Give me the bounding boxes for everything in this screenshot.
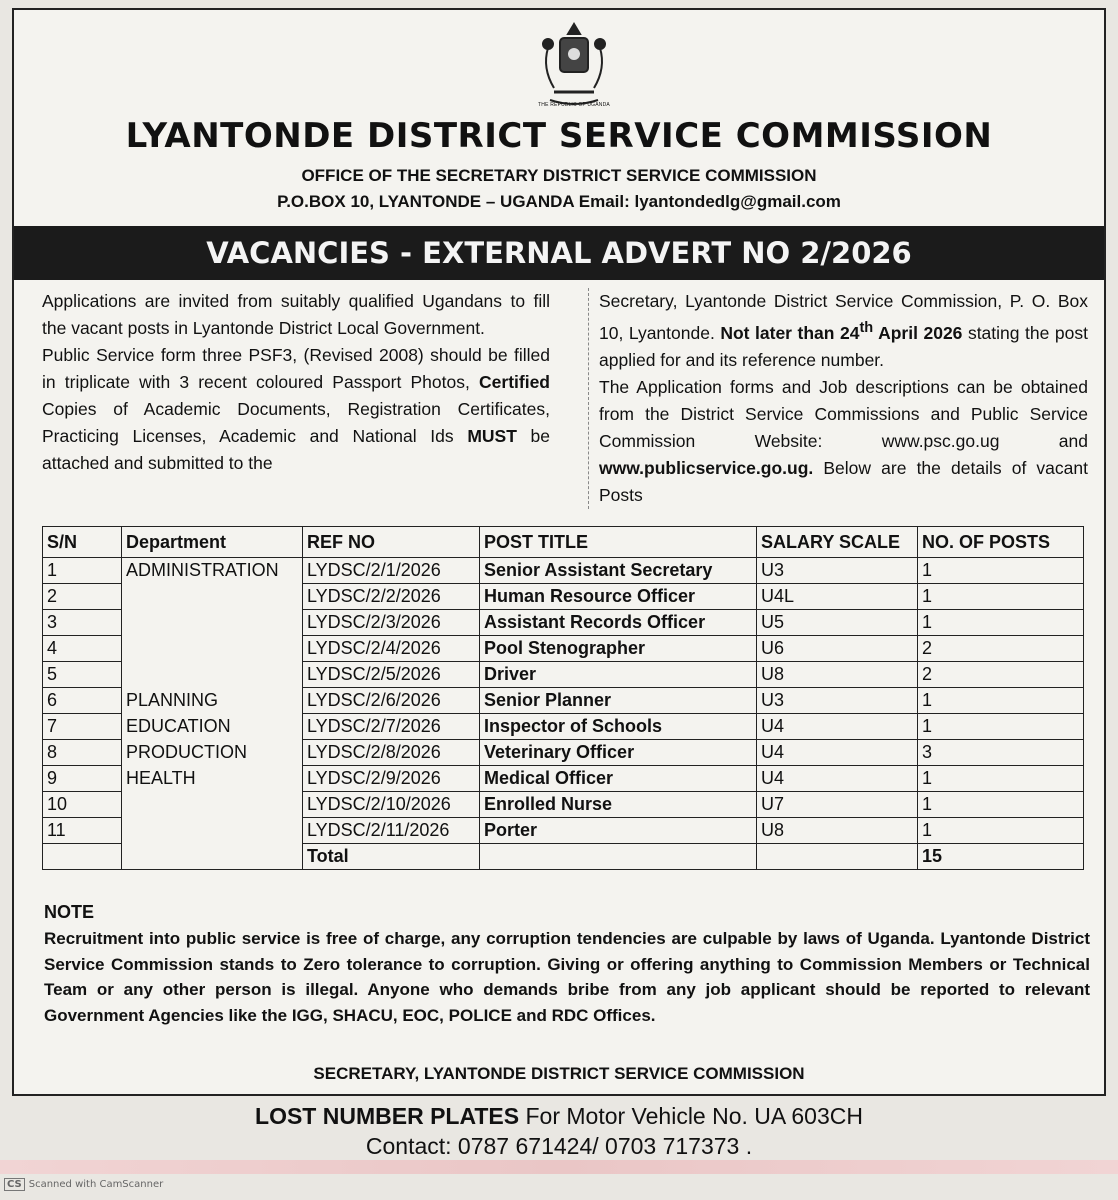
cell-no-of-posts: 3: [918, 740, 1084, 766]
cell-salary-scale: U4: [757, 714, 918, 740]
table-row: [43, 610, 1084, 636]
cell-department: PLANNING: [122, 688, 303, 714]
cell-ref-no: LYDSC/2/6/2026: [303, 688, 480, 714]
page-title: LYANTONDE DISTRICT SERVICE COMMISSION: [125, 116, 993, 156]
total-value: 15: [918, 844, 1084, 870]
cell-salary-scale: U4: [757, 740, 918, 766]
address-line: P.O.BOX 10, LYANTONDE – UGANDA Email: lyantondedlg@gmail.com: [277, 192, 841, 211]
scanner-badge: CS: [4, 1178, 25, 1191]
cell-sn: 4: [43, 636, 122, 662]
cell-department: [122, 792, 303, 818]
cell-post-title: Pool Stenographer: [480, 636, 757, 662]
col-header-post-title: POST TITLE: [480, 527, 757, 558]
crest-caption: THE REPUBLIC OF UGANDA: [538, 102, 610, 108]
cell-ref-no: LYDSC/2/9/2026: [303, 766, 480, 792]
note-body: Recruitment into public service is free of charge, any corruption tendencies are culpable by laws of Uganda. Lyantonde District Service Commission stands to Zero tolerance to corruption. Giving or offering anything to Commission Members or Technical Team or any other person is illegal. Anyone who demands bribe from any job applicant should be reported to relevant Government Agencies like the IGG, SHACU, EOC, POLICE and RDC Offices.: [44, 929, 1090, 1025]
table-row: [43, 584, 1084, 610]
cell-department: [122, 662, 303, 688]
advert-page: [12, 8, 1106, 1096]
cell-no-of-posts: 1: [918, 558, 1084, 584]
lost-plates-notice: [0, 1103, 1118, 1130]
table-row: [43, 766, 1084, 792]
intro-paragraph-1: Applications are invited from suitably qualified Ugandans to fill the vacant posts in Lyantonde District Local Government.: [42, 291, 550, 338]
cell-no-of-posts: 1: [918, 766, 1084, 792]
scanner-watermark: [4, 1178, 163, 1191]
cell-sn: 11: [43, 818, 122, 844]
cell-department: [122, 584, 303, 610]
cell-salary-scale: U8: [757, 818, 918, 844]
vacancies-table: [42, 526, 1084, 870]
cell-department: ADMINISTRATION: [122, 558, 303, 584]
cell-post-title: Senior Assistant Secretary: [480, 558, 757, 584]
table-row: [43, 714, 1084, 740]
cell-no-of-posts: 1: [918, 584, 1084, 610]
cell-no-of-posts: 2: [918, 662, 1084, 688]
cell-ref-no: LYDSC/2/3/2026: [303, 610, 480, 636]
cell-ref-no: LYDSC/2/11/2026: [303, 818, 480, 844]
table-row: [43, 688, 1084, 714]
signature-line: SECRETARY, LYANTONDE DISTRICT SERVICE COMMISSION: [313, 1064, 805, 1083]
cell-ref-no: LYDSC/2/7/2026: [303, 714, 480, 740]
intro-left-column: [42, 288, 550, 477]
cell-post-title: Human Resource Officer: [480, 584, 757, 610]
table-row: [43, 636, 1084, 662]
cell-ref-no: LYDSC/2/8/2026: [303, 740, 480, 766]
table-row: [43, 818, 1084, 844]
cell-salary-scale: U8: [757, 662, 918, 688]
cell-sn: 1: [43, 558, 122, 584]
table-row: [43, 740, 1084, 766]
cell-salary-scale: U3: [757, 558, 918, 584]
cell-post-title: Inspector of Schools: [480, 714, 757, 740]
cell-no-of-posts: 2: [918, 636, 1084, 662]
cell-sn: 9: [43, 766, 122, 792]
note-heading: NOTE: [44, 902, 95, 922]
total-row: [43, 844, 1084, 870]
cell-post-title: Driver: [480, 662, 757, 688]
table-row: [43, 558, 1084, 584]
scanner-text: Scanned with CamScanner: [28, 1179, 164, 1190]
table-row: [43, 792, 1084, 818]
cell-department: [122, 610, 303, 636]
cell-department: [122, 636, 303, 662]
table-header-row: [43, 527, 1084, 558]
page-edge-strip: [0, 1160, 1118, 1174]
cell-sn: 7: [43, 714, 122, 740]
application-forms-paragraph: The Application forms and Job descriptions can be obtained from the District Service Commissions and Public Service Commission Website: www.psc.go.ug and www.publicservice.go.ug. Below are the details of vacant Posts: [599, 376, 1088, 505]
lost-plates-contact: Contact: 0787 671424/ 0703 717373 .: [365, 1133, 753, 1159]
cell-sn: 3: [43, 610, 122, 636]
cell-no-of-posts: 1: [918, 714, 1084, 740]
cell-post-title: Enrolled Nurse: [480, 792, 757, 818]
col-header-salary-scale: SALARY SCALE: [757, 527, 918, 558]
cell-sn: 8: [43, 740, 122, 766]
cell-post-title: Senior Planner: [480, 688, 757, 714]
table-row: [43, 662, 1084, 688]
cell-salary-scale: U4L: [757, 584, 918, 610]
cell-post-title: Porter: [480, 818, 757, 844]
cell-department: EDUCATION: [122, 714, 303, 740]
cell-post-title: Medical Officer: [480, 766, 757, 792]
cell-no-of-posts: 1: [918, 818, 1084, 844]
col-header-no-of-posts: NO. OF POSTS: [918, 527, 1084, 558]
col-header-ref-no: REF NO: [303, 527, 480, 558]
cell-no-of-posts: 1: [918, 792, 1084, 818]
uganda-coat-of-arms-icon: [534, 18, 614, 114]
cell-salary-scale: U6: [757, 636, 918, 662]
cell-sn: 5: [43, 662, 122, 688]
intro-paragraph-2: Public Service form three PSF3, (Revised 2008) should be filled in triplicate with 3 recent coloured Passport Photos, Certified Copies of Academic Documents, Registration Certificates, Practicing Licenses, Academic and National Ids MUST be attached and submitted to the: [42, 345, 551, 473]
cell-ref-no: LYDSC/2/4/2026: [303, 636, 480, 662]
cell-ref-no: LYDSC/2/10/2026: [303, 792, 480, 818]
lost-plates-title: LOST NUMBER PLATES: [255, 1103, 520, 1129]
intro-right-column: [588, 288, 1088, 509]
office-line: OFFICE OF THE SECRETARY DISTRICT SERVICE COMMISSION: [301, 166, 817, 185]
cell-post-title: Assistant Records Officer: [480, 610, 757, 636]
cell-department: [122, 818, 303, 844]
cell-sn: 2: [43, 584, 122, 610]
col-header-department: Department: [122, 527, 303, 558]
vacancies-banner: VACANCIES - EXTERNAL ADVERT NO 2/2026: [14, 226, 1104, 280]
cell-department: HEALTH: [122, 766, 303, 792]
submission-paragraph: Secretary, Lyantonde District Service Commission, P. O. Box 10, Lyantonde. Not later than 24th April 2026 stating the post applied for and its reference number.: [599, 291, 1088, 370]
cell-department: PRODUCTION: [122, 740, 303, 766]
total-label: Total: [303, 844, 480, 870]
cell-ref-no: LYDSC/2/5/2026: [303, 662, 480, 688]
cell-sn: 10: [43, 792, 122, 818]
cell-no-of-posts: 1: [918, 610, 1084, 636]
col-header-sn: S/N: [43, 527, 122, 558]
cell-sn: 6: [43, 688, 122, 714]
cell-ref-no: LYDSC/2/1/2026: [303, 558, 480, 584]
cell-salary-scale: U5: [757, 610, 918, 636]
cell-salary-scale: U7: [757, 792, 918, 818]
cell-salary-scale: U4: [757, 766, 918, 792]
cell-salary-scale: U3: [757, 688, 918, 714]
cell-post-title: Veterinary Officer: [480, 740, 757, 766]
cell-no-of-posts: 1: [918, 688, 1084, 714]
cell-ref-no: LYDSC/2/2/2026: [303, 584, 480, 610]
lost-plates-text: For Motor Vehicle No. UA 603CH: [519, 1103, 863, 1129]
